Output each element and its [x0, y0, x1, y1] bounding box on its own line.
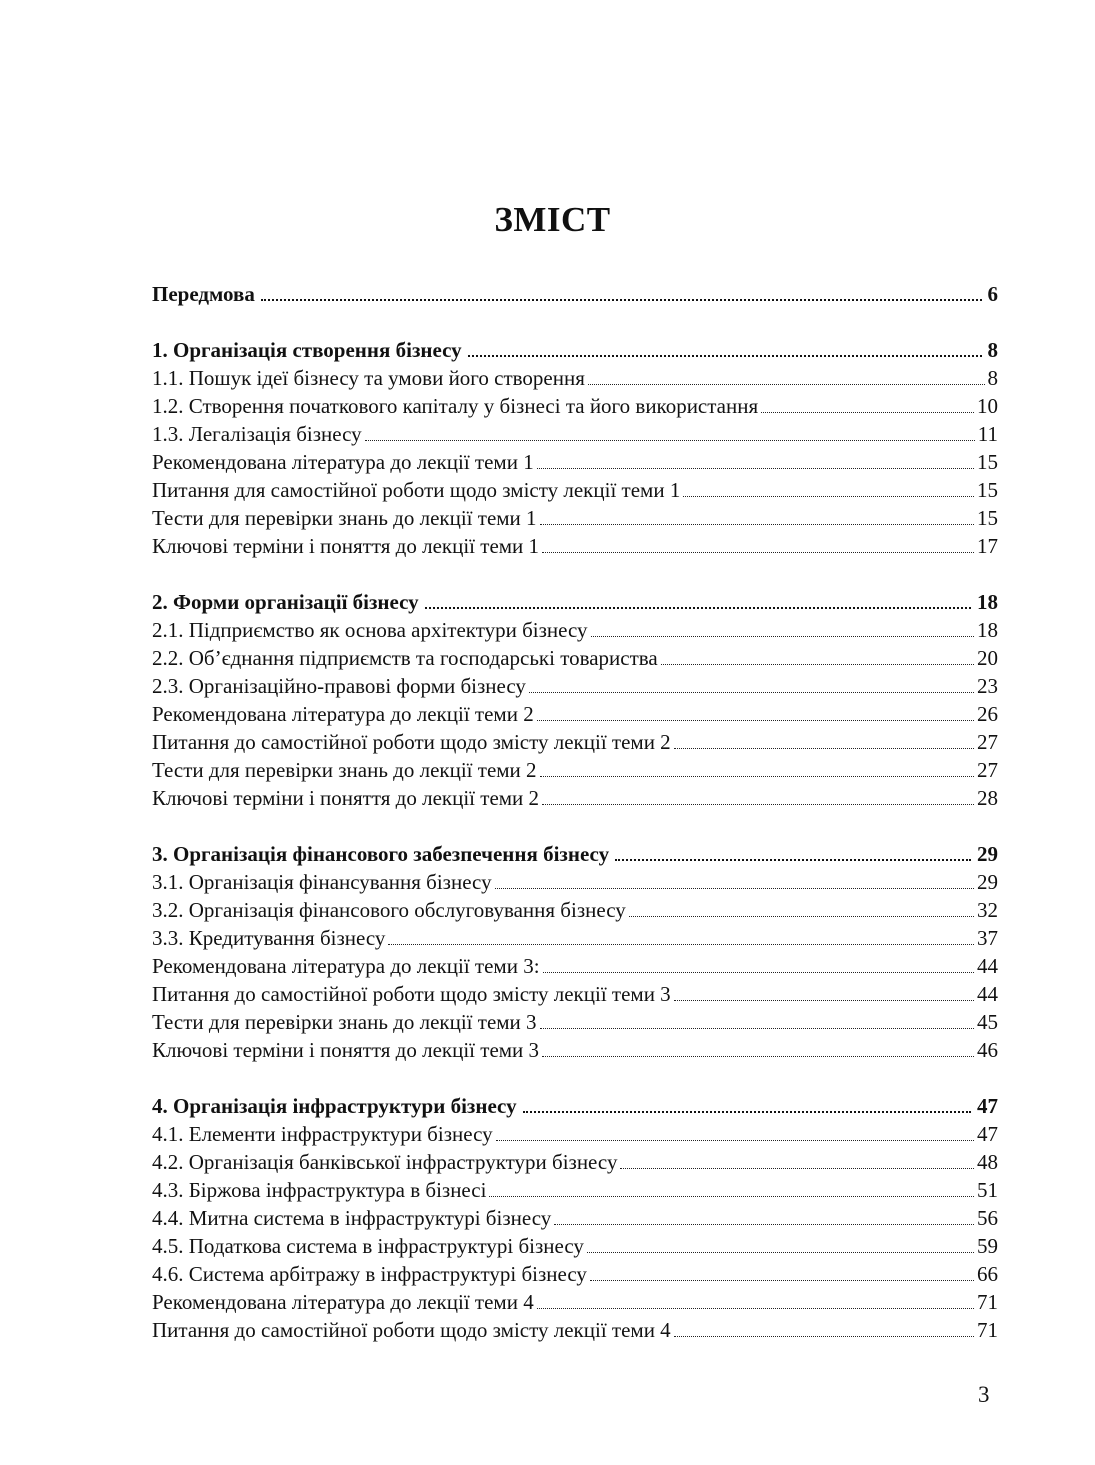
toc-entry	[152, 420, 998, 448]
toc-chapter-entry	[152, 840, 998, 868]
toc-entry-label: Питання до самостійної роботи щодо змісту лекції теми 4	[152, 1318, 671, 1342]
dot-leader	[388, 944, 974, 945]
toc-entry-page: 23	[977, 674, 998, 698]
toc-entry	[152, 1232, 998, 1260]
toc-entry	[152, 980, 998, 1008]
toc-entry-label: 1.1. Пошук ідеї бізнесу та умови його створення	[152, 366, 585, 390]
toc-entry-label: 3. Організація фінансового забезпечення бізнесу	[152, 842, 610, 866]
toc-entry-label: Ключові терміни і поняття до лекції теми 1	[152, 534, 540, 558]
toc-section	[152, 588, 998, 812]
toc-entry-page: 28	[977, 786, 998, 810]
toc-entry-page: 71	[977, 1318, 998, 1342]
toc-entry-page: 59	[977, 1234, 998, 1258]
toc-entry-label: 4.6. Система арбітражу в інфраструктурі бізнесу	[152, 1262, 587, 1286]
dot-leader	[683, 496, 974, 497]
dot-leader	[537, 720, 974, 721]
dot-leader	[761, 412, 974, 413]
toc-entry-page: 18	[977, 618, 998, 642]
toc-entry-label: 3.1. Організація фінансування бізнесу	[152, 870, 492, 894]
dot-leader	[523, 1111, 971, 1113]
toc-entry-label: Передмова	[152, 282, 255, 306]
dot-leader	[674, 748, 974, 749]
dot-leader	[425, 607, 971, 609]
dot-leader	[587, 1252, 974, 1253]
toc-entry-page: 47	[977, 1094, 998, 1118]
toc-entry-label: Тести для перевірки знань до лекції теми 3	[152, 1010, 537, 1034]
dot-leader	[588, 384, 985, 385]
toc-entry-label: 1. Організація створення бізнесу	[152, 338, 462, 362]
toc-entry-page: 71	[977, 1290, 998, 1314]
toc-entry-page: 11	[977, 422, 998, 446]
toc-entry-page: 47	[977, 1122, 998, 1146]
toc-entry-label: 2.2. Об’єднання підприємств та господарські товариства	[152, 646, 658, 670]
toc-entry	[152, 1036, 998, 1064]
dot-leader	[489, 1196, 974, 1197]
toc-chapter-entry	[152, 280, 998, 308]
page-title: ЗМІСТ	[494, 200, 611, 239]
toc-entry	[152, 1316, 998, 1344]
toc-entry-page: 44	[977, 954, 998, 978]
toc-entry	[152, 1148, 998, 1176]
dot-leader	[540, 776, 974, 777]
toc-entry-page: 32	[977, 898, 998, 922]
toc-entry-page: 26	[977, 702, 998, 726]
toc-entry	[152, 1288, 998, 1316]
toc-entry-page: 18	[977, 590, 998, 614]
toc-entry-page: 46	[977, 1038, 998, 1062]
toc-entry-page: 15	[977, 478, 998, 502]
dot-leader	[542, 552, 974, 553]
toc-entry	[152, 1260, 998, 1288]
toc-entry-page: 8	[987, 338, 998, 362]
toc-entry-label: 4.4. Митна система в інфраструктурі бізнесу	[152, 1206, 552, 1230]
table-of-contents	[152, 280, 998, 1372]
toc-entry	[152, 896, 998, 924]
toc-section	[152, 840, 998, 1064]
toc-entry-page: 56	[977, 1206, 998, 1230]
toc-entry-page: 37	[977, 926, 998, 950]
toc-entry-label: Тести для перевірки знань до лекції теми 2	[152, 758, 537, 782]
toc-entry-page: 51	[977, 1178, 998, 1202]
toc-entry	[152, 644, 998, 672]
toc-section	[152, 280, 998, 308]
toc-entry-page: 27	[977, 730, 998, 754]
dot-leader	[543, 972, 974, 973]
toc-entry-label: Питання до самостійної роботи щодо змісту лекції теми 2	[152, 730, 671, 754]
toc-entry-label: Рекомендована література до лекції теми 3:	[152, 954, 540, 978]
dot-leader	[615, 859, 971, 861]
dot-leader	[554, 1224, 974, 1225]
dot-leader	[496, 1140, 974, 1141]
toc-entry-label: Ключові терміни і поняття до лекції теми 2	[152, 786, 540, 810]
dot-leader	[261, 299, 982, 301]
toc-entry-page: 29	[977, 870, 998, 894]
toc-entry	[152, 868, 998, 896]
toc-entry-label: 4.5. Податкова система в інфраструктурі бізнесу	[152, 1234, 584, 1258]
dot-leader	[365, 440, 975, 441]
toc-entry-label: 2. Форми організації бізнесу	[152, 590, 419, 614]
toc-entry-page: 45	[977, 1010, 998, 1034]
toc-entry	[152, 364, 998, 392]
toc-entry	[152, 700, 998, 728]
toc-entry-label: Рекомендована література до лекції теми 4	[152, 1290, 534, 1314]
toc-entry-label: 4.2. Організація банківської інфраструктури бізнесу	[152, 1150, 618, 1174]
toc-entry	[152, 504, 998, 532]
toc-entry	[152, 672, 998, 700]
dot-leader	[542, 1056, 974, 1057]
toc-entry-page: 15	[977, 450, 998, 474]
toc-section	[152, 1092, 998, 1344]
toc-entry-page: 6	[987, 282, 998, 306]
toc-section	[152, 336, 998, 560]
dot-leader	[529, 692, 974, 693]
toc-entry	[152, 728, 998, 756]
toc-entry-label: Рекомендована література до лекції теми 1	[152, 450, 534, 474]
toc-entry-page: 17	[977, 534, 998, 558]
toc-entry-label: Питання для самостійної роботи щодо змісту лекції теми 1	[152, 478, 681, 502]
toc-entry	[152, 1204, 998, 1232]
toc-chapter-entry	[152, 1092, 998, 1120]
toc-entry-page: 8	[987, 366, 998, 390]
dot-leader	[540, 1028, 974, 1029]
toc-entry-label: 4.1. Елементи інфраструктури бізнесу	[152, 1122, 493, 1146]
toc-entry	[152, 784, 998, 812]
toc-entry	[152, 476, 998, 504]
toc-entry-label: 3.3. Кредитування бізнесу	[152, 926, 386, 950]
dot-leader	[537, 468, 974, 469]
toc-entry	[152, 756, 998, 784]
toc-entry	[152, 448, 998, 476]
dot-leader	[629, 916, 974, 917]
toc-entry-label: 2.3. Організаційно-правові форми бізнесу	[152, 674, 526, 698]
toc-chapter-entry	[152, 336, 998, 364]
toc-entry-page: 10	[977, 394, 998, 418]
toc-entry	[152, 1008, 998, 1036]
dot-leader	[661, 664, 974, 665]
dot-leader	[540, 524, 974, 525]
dot-leader	[468, 355, 982, 357]
toc-entry-page: 29	[977, 842, 998, 866]
toc-entry	[152, 952, 998, 980]
toc-entry-page: 66	[977, 1262, 998, 1286]
dot-leader	[674, 1336, 974, 1337]
toc-entry-label: 3.2. Організація фінансового обслуговування бізнесу	[152, 898, 626, 922]
toc-entry-label: 1.2. Створення початкового капіталу у бізнесі та його використання	[152, 394, 759, 418]
toc-entry-page: 20	[977, 646, 998, 670]
dot-leader	[495, 888, 974, 889]
toc-entry-page: 15	[977, 506, 998, 530]
toc-entry-label: Тести для перевірки знань до лекції теми 1	[152, 506, 537, 530]
dot-leader	[620, 1168, 974, 1169]
toc-entry-page: 27	[977, 758, 998, 782]
dot-leader	[591, 636, 974, 637]
toc-chapter-entry	[152, 588, 998, 616]
toc-entry-page: 44	[977, 982, 998, 1006]
dot-leader	[537, 1308, 974, 1309]
toc-entry	[152, 1120, 998, 1148]
toc-entry	[152, 924, 998, 952]
toc-entry-label: Питання до самостійної роботи щодо змісту лекції теми 3	[152, 982, 671, 1006]
toc-entry	[152, 1176, 998, 1204]
toc-entry-label: 4. Організація інфраструктури бізнесу	[152, 1094, 517, 1118]
toc-entry-label: 1.3. Легалізація бізнесу	[152, 422, 362, 446]
toc-entry	[152, 532, 998, 560]
dot-leader	[542, 804, 974, 805]
toc-entry	[152, 616, 998, 644]
toc-entry	[152, 392, 998, 420]
dot-leader	[674, 1000, 974, 1001]
toc-entry-label: 4.3. Біржова інфраструктура в бізнесі	[152, 1178, 487, 1202]
toc-entry-label: Рекомендована література до лекції теми 2	[152, 702, 534, 726]
dot-leader	[590, 1280, 974, 1281]
toc-entry-label: Ключові терміни і поняття до лекції теми 3	[152, 1038, 540, 1062]
toc-entry-label: 2.1. Підприємство як основа архітектури бізнесу	[152, 618, 588, 642]
toc-entry-page: 48	[977, 1150, 998, 1174]
page-number: 3	[978, 1382, 990, 1407]
